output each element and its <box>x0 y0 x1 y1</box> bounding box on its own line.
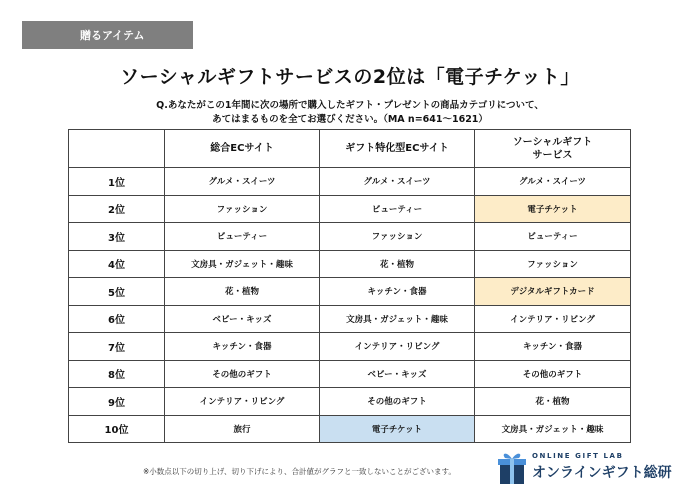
general-ec-cell: ビューティー <box>165 223 320 251</box>
social-gift-cell: インテリア・リビング <box>475 305 631 333</box>
rank-cell: 3位 <box>69 223 165 251</box>
gift-ec-cell: ビューティー <box>320 195 475 223</box>
rank-cell: 1位 <box>69 168 165 196</box>
rank-cell: 8位 <box>69 360 165 388</box>
header-rank <box>69 130 165 168</box>
general-ec-cell: 文房具・ガジェット・趣味 <box>165 250 320 278</box>
general-ec-cell: その他のギフト <box>165 360 320 388</box>
social-gift-cell: 文房具・ガジェット・趣味 <box>475 415 631 443</box>
general-ec-cell: キッチン・食器 <box>165 333 320 361</box>
table-header-row <box>69 130 631 168</box>
gift-ec-cell: ベビー・キッズ <box>320 360 475 388</box>
header-social-gift: ソーシャルギフト サービス <box>475 130 631 168</box>
social-gift-cell: その他のギフト <box>475 360 631 388</box>
question-line-2: あてはまるものを全てお選びください。（MA n=641～1621） <box>212 114 488 125</box>
gift-ec-cell: インテリア・リビング <box>320 333 475 361</box>
rank-cell: 2位 <box>69 195 165 223</box>
rank-cell: 7位 <box>69 333 165 361</box>
table-row <box>69 305 631 333</box>
table-row <box>69 223 631 251</box>
social-gift-cell: グルメ・スイーツ <box>475 168 631 196</box>
rank-cell: 6位 <box>69 305 165 333</box>
table-row <box>69 250 631 278</box>
gift-ec-cell: その他のギフト <box>320 388 475 416</box>
logo-subtitle: ONLINE GIFT LAB <box>532 452 624 460</box>
table-row <box>69 195 631 223</box>
rank-cell: 10位 <box>69 415 165 443</box>
gift-ec-cell: 文房具・ガジェット・趣味 <box>320 305 475 333</box>
survey-question <box>0 99 700 127</box>
social-gift-cell: ファッション <box>475 250 631 278</box>
section-tag: 贈るアイテム <box>22 21 193 49</box>
social-gift-cell: キッチン・食器 <box>475 333 631 361</box>
footnote: ※小数点以下の切り上げ、切り下げにより、合計値がグラフと一致しないことがございます。 <box>143 467 456 476</box>
general-ec-cell: ファッション <box>165 195 320 223</box>
social-gift-cell: ビューティー <box>475 223 631 251</box>
page-title: ソーシャルギフトサービスの2位は「電子チケット」 <box>120 66 580 88</box>
table-row <box>69 388 631 416</box>
table-row <box>69 360 631 388</box>
general-ec-cell: 花・植物 <box>165 278 320 306</box>
social-gift-cell-highlighted: 電子チケット <box>475 195 631 223</box>
table-row <box>69 333 631 361</box>
rank-cell: 9位 <box>69 388 165 416</box>
logo-title: オンラインギフト総研 <box>532 465 672 481</box>
general-ec-cell: ベビー・キッズ <box>165 305 320 333</box>
gift-ec-cell: ファッション <box>320 223 475 251</box>
header-gift-ec: ギフト特化型ECサイト <box>320 130 475 168</box>
table-row <box>69 415 631 443</box>
gift-ec-cell: キッチン・食器 <box>320 278 475 306</box>
social-gift-cell-highlighted: デジタルギフトカード <box>475 278 631 306</box>
general-ec-cell: グルメ・スイーツ <box>165 168 320 196</box>
gift-ec-cell: 花・植物 <box>320 250 475 278</box>
ranking-table <box>68 129 631 443</box>
header-general-ec: 総合ECサイト <box>165 130 320 168</box>
gift-ec-cell: グルメ・スイーツ <box>320 168 475 196</box>
general-ec-cell: 旅行 <box>165 415 320 443</box>
general-ec-cell: インテリア・リビング <box>165 388 320 416</box>
table-row <box>69 168 631 196</box>
gift-box-icon <box>498 451 526 485</box>
gift-ec-cell-highlighted: 電子チケット <box>320 415 475 443</box>
question-line-1: Q.あなたがこの1年間に次の場所で購入したギフト・プレゼントの商品カテゴリについて、 <box>156 100 544 111</box>
rank-cell: 5位 <box>69 278 165 306</box>
rank-cell: 4位 <box>69 250 165 278</box>
social-gift-cell: 花・植物 <box>475 388 631 416</box>
table-row <box>69 278 631 306</box>
brand-logo <box>498 451 688 487</box>
